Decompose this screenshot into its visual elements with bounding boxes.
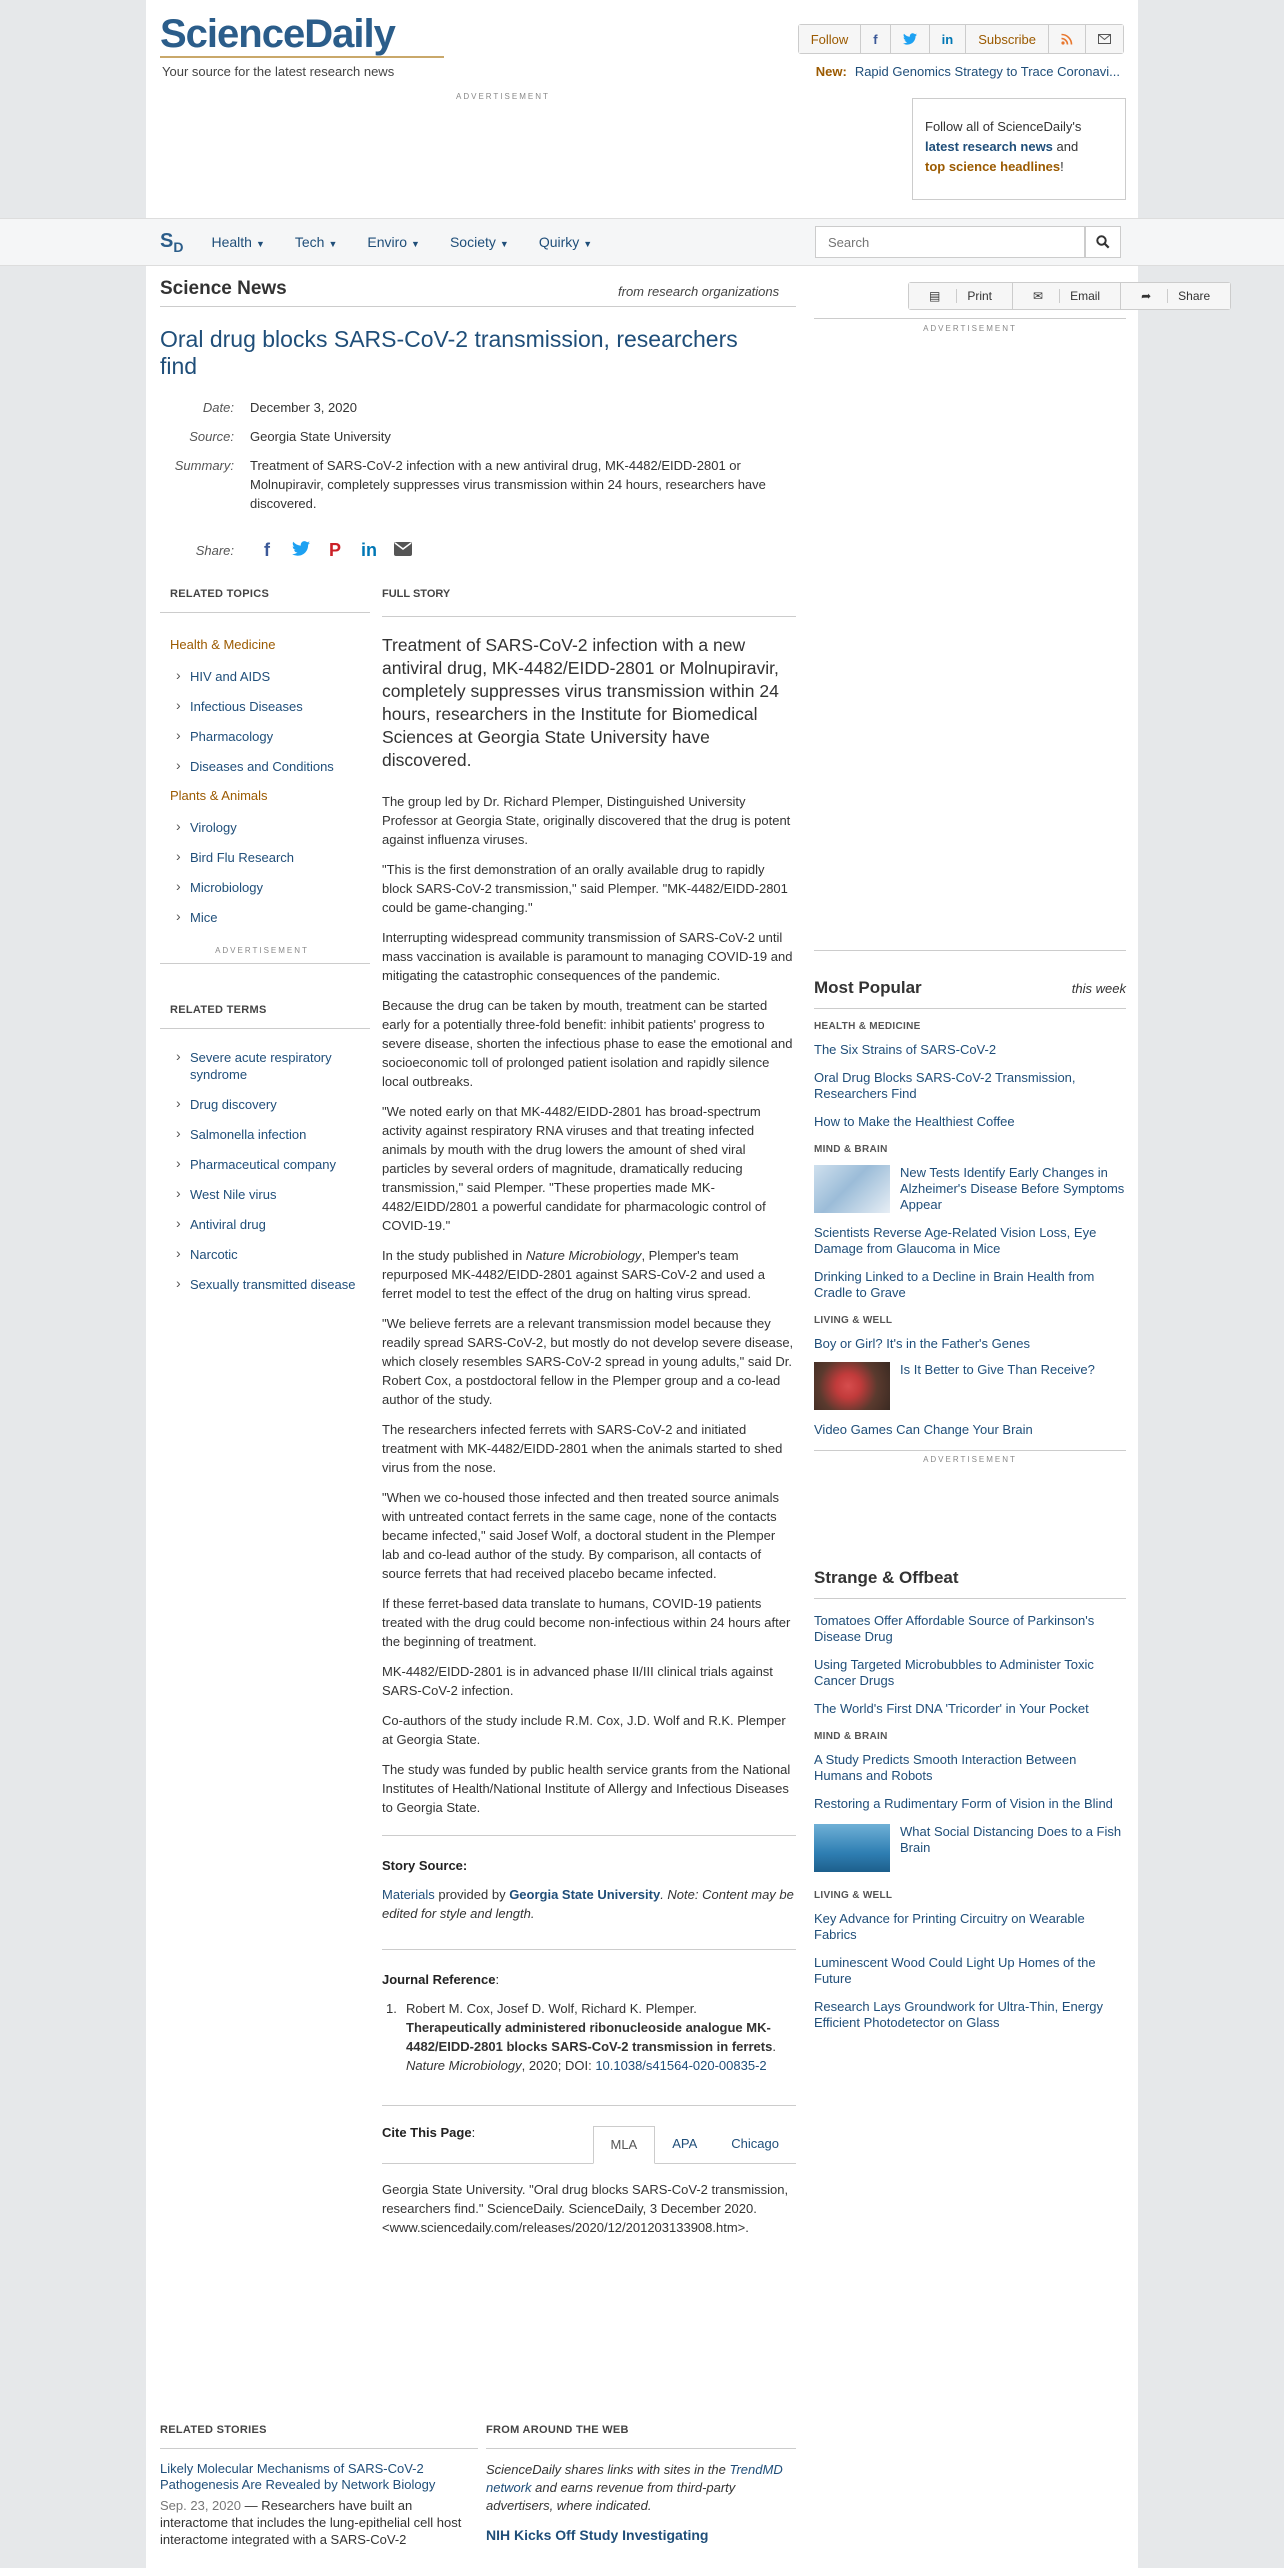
term-link[interactable]: › Antiviral drug [170,1216,360,1233]
twitter-icon[interactable] [284,540,318,561]
article-paragraph: "We believe ferrets are a relevant transmission model because they readily spread SARS-CoV-2, but mostly do not develop severe disease, which closely resembles SARS-CoV-2 spread in young adults," said Dr. Robert Cox, a postdoctoral fellow in the Plemper group and a co-lead author of the study. [382,1316,794,1407]
related-story-snippet: Sep. 23, 2020 — Researchers have built an interactome that includes the lung-epithelial cell host interactome integrated with a SARS-CoV-2 [160,2498,462,2547]
offbeat-story-link[interactable]: Restoring a Rudimentary Form of Vision in the Blind [814,1796,1113,1811]
article-lead: Treatment of SARS-CoV-2 infection with a new antiviral drug, MK-4482/EIDD-2801 or Molnupiravir, completely suppresses virus transmission within 24 hours, researchers in the Institute for Biomedical Sciences at Georgia State University have discovered. [382,635,779,770]
facebook-icon[interactable]: f [264,540,270,560]
offbeat-story-link[interactable]: Using Targeted Microbubbles to Administer Toxic Cancer Drugs [814,1657,1094,1688]
article-paragraph: "When we co-housed those infected and then treated source animals with untreated contact ferrets in the same cage, none of the contacts became infected," said Josef Wolf, a doctoral student in the Plemper lab and co-lead author of the study. By comparison, all contacts of source ferrets that had received placebo became infected. [382,1490,780,1581]
full-story-heading: FULL STORY [382,588,451,600]
popular-story-link[interactable]: New Tests Identify Early Changes in Alzheimer's Disease Before Symptoms Appear [900,1165,1125,1212]
topic-link[interactable]: › Bird Flu Research [170,849,364,866]
divider [814,1450,1126,1451]
topic-link[interactable]: › Virology [170,819,364,836]
advertisement-label: ADVERTISEMENT [923,324,1017,333]
story-source-text: Materials provided by Georgia State University. Note: Content may be edited for style and length. [382,1887,794,1921]
divider [814,950,1126,951]
popular-story-link[interactable]: Drinking Linked to a Decline in Brain Health from Cradle to Grave [814,1269,1095,1300]
category-health-medicine: Health & Medicine [170,637,276,652]
journal-reference-heading: Journal Reference: [382,1972,500,1987]
print-button[interactable]: ▤ Print [909,283,1012,309]
summary-label: Summary: [174,458,234,473]
materials-link[interactable]: Materials [382,1887,435,1902]
follow-box-end: ! [1060,159,1064,174]
site-logo[interactable]: ScienceDaily [160,12,395,56]
story-thumbnail [814,1165,890,1213]
topic-link[interactable]: › Mice [170,909,364,926]
email-icon[interactable] [386,540,420,561]
latest-research-link[interactable]: latest research news [925,139,1053,154]
article-date: December 3, 2020 [250,400,357,415]
follow-bar [798,24,1124,54]
chevron-down-icon: ▼ [499,239,509,249]
source-label: Source: [189,429,234,444]
share-button[interactable]: ➦ Share [1120,283,1230,309]
new-headline-link[interactable]: Rapid Genomics Strategy to Trace Coronavi... [854,64,1120,79]
cite-tabs [593,2126,797,2164]
divider [160,1028,370,1029]
date-label: Date: [202,400,234,415]
offbeat-story-link[interactable]: What Social Distancing Does to a Fish Brain [900,1824,1122,1855]
category-label: LIVING & WELL [814,1315,893,1326]
popular-story-with-thumb[interactable] [814,1165,1126,1213]
tab-apa[interactable]: APA [672,2136,698,2151]
tab-chicago[interactable]: Chicago [731,2136,779,2151]
chevron-down-icon: ▼ [411,239,420,249]
divider [814,1008,1126,1009]
related-stories [160,2424,478,2548]
offbeat-story-link[interactable]: Key Advance for Printing Circuitry on Wearable Fabrics [814,1911,1085,1942]
category-plants-animals: Plants & Animals [170,788,268,803]
popular-story-with-thumb[interactable] [814,1362,1126,1410]
offbeat-story-link[interactable]: A Study Predicts Smooth Interaction Between Humans and Robots [814,1752,1077,1783]
related-story-link[interactable]: Likely Molecular Mechanisms of SARS-CoV-2 Pathogenesis Are Revealed by Network Biology [160,2461,436,2492]
article-paragraph: The researchers infected ferrets with SARS-CoV-2 and initiated treatment with MK-4482/EIDD-2801 when the animals started to shed virus from the nose. [382,1422,783,1475]
chevron-down-icon: ▼ [583,239,593,249]
article-paragraph: MK-4482/EIDD-2801 is in advanced phase II/III clinical trials against SARS-CoV-2 infection. [382,1664,773,1698]
article-paragraph: Interrupting widespread community transmission of SARS-CoV-2 until mass vaccination is available is paramount to managing COVID-19 and mitigating the catastrophic consequences of the pandemic. [382,930,793,983]
article-paragraph: Because the drug can be taken by mouth, treatment can be started early for a potentially three-fold benefit: inhibit patients' progress to severe disease, shorten the infectious phase to ease the emotional and socioeconomic toll of prolonged patient isolation and rapidly silence local outbreaks. [382,998,793,1089]
divider [486,2448,796,2449]
trendmd-link[interactable]: TrendMD network [486,2462,783,2495]
popular-story-link[interactable]: Is It Better to Give Than Receive? [900,1362,1095,1377]
cite-heading: Cite This Page: [382,2125,476,2140]
related-topics-list-2 [170,819,364,926]
popular-story-link[interactable]: How to Make the Healthiest Coffee [814,1114,1015,1129]
offbeat-story-with-thumb[interactable] [814,1824,1126,1872]
related-stories-heading: RELATED STORIES [160,2424,267,2436]
article-source: Georgia State University [250,429,391,444]
term-link[interactable]: › Narcotic [170,1246,360,1263]
advertisement-label: ADVERTISEMENT [215,946,309,955]
article-paragraph: "We noted early on that MK-4482/EIDD-2801 has broad-spectrum activity against respiratory RNA viruses and that treating infected animals by mouth with the drug lowers the amount of shed viral particles by several orders of magnitude, dramatically reducing transmission," said Plemper. "These properties made MK-4482/EIDD/2801 a powerful candidate for pharmacologic control of COVID-19." [382,1104,766,1233]
search-icon [1096,235,1110,249]
logo-underline [160,56,444,58]
subscribe-button[interactable]: Subscribe [965,25,1048,53]
article-body [382,634,796,2248]
new-headline [816,64,1120,79]
category-label: LIVING & WELL [814,1890,893,1901]
article-paragraph: Co-authors of the study include R.M. Cox, J.D. Wolf and R.K. Plemper at Georgia State. [382,1713,786,1747]
topic-link[interactable]: › Pharmacology [170,728,364,745]
story-thumbnail [814,1824,890,1872]
facebook-icon[interactable]: f [860,25,889,53]
tagline: Your source for the latest research news [162,64,395,79]
rss-icon[interactable] [1048,25,1085,53]
cite-header [382,2106,796,2164]
divider [814,1598,1126,1599]
story-thumbnail [814,1362,890,1410]
term-link[interactable]: › Sexually transmitted disease [170,1276,360,1293]
related-terms-list [170,1049,360,1293]
web-story-link[interactable]: NIH Kicks Off Study Investigating [486,2527,709,2543]
article-summary: Treatment of SARS-CoV-2 infection with a new antiviral drug, MK-4482/EIDD-2801 or Molnupiravir, completely suppresses virus transmission within 24 hours, researchers have discovered. [250,458,766,511]
article-paragraph: The group led by Dr. Richard Plemper, Distinguished University Professor at Georgia State, originally discovered that the drug is potent against influenza viruses. [382,794,791,847]
search-button[interactable] [1085,226,1121,258]
section-title: Science News [160,278,287,299]
mail-icon[interactable] [1085,25,1123,53]
divider [160,963,370,964]
topic-link[interactable]: › Diseases and Conditions [170,758,364,775]
follow-box-and: and [1056,139,1079,154]
divider [160,306,796,307]
popular-story-link[interactable]: Oral Drug Blocks SARS-CoV-2 Transmission, Researchers Find [814,1070,1076,1101]
top-headlines-link[interactable]: top science headlines [925,159,1061,174]
nav-enviro[interactable]: Enviro ▼ [367,234,420,250]
pinterest-icon[interactable]: P [328,540,341,560]
popular-story-link[interactable]: The Six Strains of SARS-CoV-2 [814,1042,997,1057]
chevron-down-icon: ▼ [328,239,338,249]
linkedin-icon[interactable]: in [929,25,966,53]
most-popular-period: this week [1071,981,1126,996]
article-paragraph: "This is the first demonstration of an orally available drug to rapidly block SARS-CoV-2 transmission," said Plemper. "MK-4482/EIDD-2801 could be game-changing." [382,862,788,915]
related-terms-heading: RELATED TERMS [170,1004,267,1016]
main-nav [0,218,1284,266]
divider [382,616,796,617]
divider [160,2448,478,2449]
article-paragraph: If these ferret-based data translate to humans, COVID-19 patients treated with the drug could become non-infectious within 24 hours after the beginning of treatment. [382,1596,791,1649]
term-link[interactable]: › Severe acute respiratory syndrome [170,1049,360,1083]
doi-link[interactable]: 10.1038/s41564-020-00835-2 [595,2058,767,2073]
offbeat-story-link[interactable]: The World's First DNA 'Tricorder' in Your Pocket [814,1701,1089,1716]
divider [160,612,370,613]
chevron-down-icon: ▼ [255,239,265,249]
offbeat-story-link[interactable]: Tomatoes Offer Affordable Source of Parkinson's Disease Drug [814,1613,1095,1644]
nav-logo[interactable]: $S_D$ [160,229,184,255]
follow-label[interactable]: Follow [799,25,861,53]
category-label: HEALTH & MEDICINE [814,1021,921,1032]
article-meta [160,398,796,523]
advertisement-label: ADVERTISEMENT [456,92,550,101]
follow-box-text: Follow all of ScienceDaily's [925,119,1082,134]
trendmd-disclaimer: ScienceDaily shares links with sites in the TrendMD network and earns revenue from third-party advertisers, where indicated. [486,2462,783,2513]
ref-number: 1. [386,2001,397,2016]
citation-text: Georgia State University. "Oral drug blocks SARS-CoV-2 transmission, researchers find." ScienceDaily. ScienceDaily, 3 December 2020. <www.sciencedaily.com/releases/2020/12/201203133908.htm>. [382,2182,789,2235]
follow-box [912,98,1126,200]
topic-link[interactable]: › HIV and AIDS [170,668,364,685]
story-source-heading: Story Source: [382,1858,468,1873]
ref-text: Robert M. Cox, Josef D. Wolf, Richard K. Plemper. Therapeutically administered ribonucleoside analogue MK-4482/EIDD-2801 blocks SARS-CoV-2 transmission in ferrets. Nature Microbiology, 2020; DOI: 10.1038/s41564-020-00835-2 [406,2001,776,2073]
term-link[interactable]: › West Nile virus [170,1186,360,1203]
advertisement-label: ADVERTISEMENT [923,1455,1017,1464]
linkedin-icon[interactable]: in [361,540,377,560]
left-sidebar [160,588,364,1306]
search-input[interactable] [815,226,1085,258]
share-bar [160,540,420,561]
from-around-web [486,2424,796,2543]
divider [382,1835,796,1836]
most-popular [814,978,1126,1464]
most-popular-heading: Most Popular [814,978,922,997]
article-paragraph: In the study published in Nature Microbiology, Plemper's team repurposed MK-4482/EIDD-2801 against SARS-CoV-2 and used a ferret model to test the effect of the drug on halting virus spread. [382,1248,765,1301]
print-icon: ▤ [919,289,950,303]
email-button[interactable]: ✉ Email [1012,283,1120,309]
tab-mla[interactable]: MLA [593,2126,656,2164]
page [146,0,1211,2568]
twitter-icon[interactable] [890,25,929,53]
nav-health[interactable]: Health ▼ [211,234,265,250]
divider [382,1949,796,1950]
nav-tech[interactable]: Tech ▼ [294,234,338,250]
strange-offbeat-heading: Strange & Offbeat [814,1568,959,1587]
popular-story-link[interactable]: Scientists Reverse Age-Related Vision Loss, Eye Damage from Glaucoma in Mice [814,1225,1097,1256]
term-link[interactable]: › Drug discovery [170,1096,360,1113]
term-link[interactable]: › Pharmaceutical company [170,1156,360,1173]
category-label: MIND & BRAIN [814,1731,888,1742]
topic-link[interactable]: › Infectious Diseases [170,698,364,715]
section-subtitle: from research organizations [618,284,780,299]
article-title: Oral drug blocks SARS-CoV-2 transmission, researchers find [160,326,738,379]
from-web-heading: FROM AROUND THE WEB [486,2424,629,2436]
share-icon: ➦ [1131,289,1161,303]
offbeat-story-link[interactable]: Luminescent Wood Could Light Up Homes of the Future [814,1955,1096,1986]
new-label: New: [815,64,847,79]
nav-society[interactable]: Society ▼ [449,234,509,250]
article-paragraph: The study was funded by public health service grants from the National Institutes of Health/National Institute of Allergy and Infectious Diseases to Georgia State. [382,1762,791,1815]
related-topics-list-1 [170,668,364,775]
term-link[interactable]: › Salmonella infection [170,1126,360,1143]
journal-reference [382,1999,796,2075]
envelope-icon: ✉ [1023,289,1053,303]
share-label: Share: [195,543,234,558]
divider [814,318,1126,319]
offbeat-story-link[interactable]: Research Lays Groundwork for Ultra-Thin, Energy Efficient Photodetector on Glass [814,1999,1104,2030]
source-org-link[interactable]: Georgia State University [509,1887,661,1902]
popular-story-link[interactable]: Video Games Can Change Your Brain [814,1422,1033,1437]
nav-quirky[interactable]: Quirky ▼ [538,234,593,250]
popular-story-link[interactable]: Boy or Girl? It's in the Father's Genes [814,1336,1030,1351]
topic-link[interactable]: › Microbiology [170,879,364,896]
related-topics-heading: RELATED TOPICS [170,588,270,600]
strange-offbeat [814,1568,1126,2031]
article-tools [908,282,1231,310]
category-label: MIND & BRAIN [814,1144,888,1155]
